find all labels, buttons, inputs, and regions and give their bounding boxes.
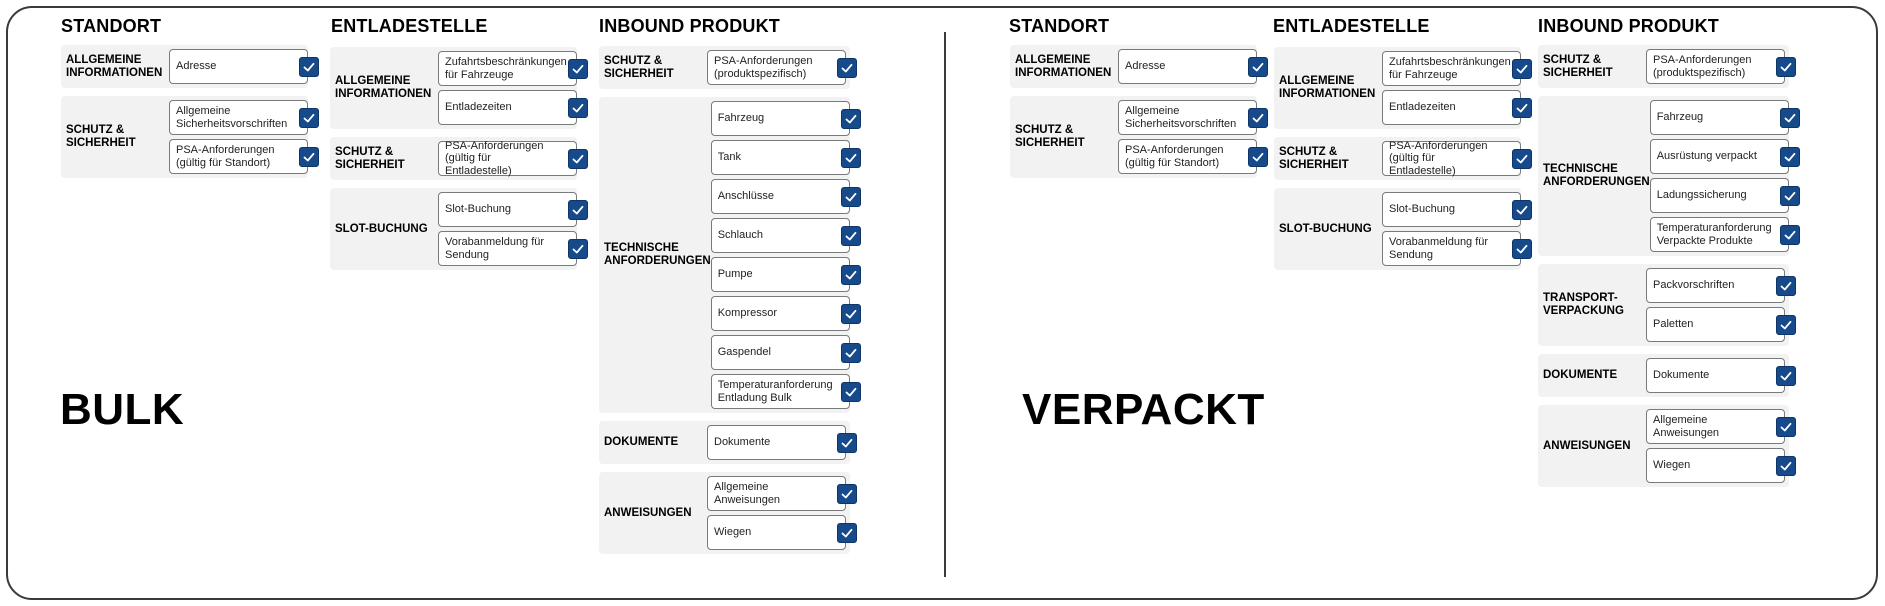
checkbox-checked-icon[interactable] (299, 108, 319, 128)
requirement-item[interactable] (1650, 178, 1789, 213)
checkbox-checked-icon[interactable] (1776, 417, 1796, 437)
requirement-item-label: Allgemeine Anweisungen (714, 481, 781, 506)
checkbox-checked-icon[interactable] (1248, 57, 1268, 77)
group-label: TECHNISCHE ANFORDERUNGEN (604, 242, 711, 267)
checkbox-checked-icon[interactable] (1248, 108, 1268, 128)
requirement-item-label: Zufahrtsbeschränkungen für Fahrzeuge (445, 56, 567, 81)
group-label: TECHNISCHE ANFORDERUNGEN (1543, 163, 1650, 188)
requirement-item[interactable] (1650, 217, 1789, 252)
checkbox-checked-icon[interactable] (1776, 456, 1796, 476)
group-items (1118, 49, 1257, 84)
group-label: SLOT-BUCHUNG (1279, 222, 1372, 235)
requirement-item-label: Pumpe (717, 268, 753, 281)
requirement-group (599, 421, 850, 464)
requirement-item-label: Allgemeine Sicherheitsvorschriften (1125, 105, 1237, 130)
requirement-item-label: Ausrüstung verpackt (1656, 150, 1757, 163)
checkbox-checked-icon[interactable] (1512, 239, 1532, 259)
verpackt-entladestelle-heading: ENTLADESTELLE (1273, 16, 1430, 36)
requirement-item-label: Gaspendel (717, 346, 771, 359)
checkbox-checked-icon[interactable] (1780, 186, 1800, 206)
checkbox-checked-icon[interactable] (841, 109, 861, 129)
checkbox-checked-icon[interactable] (1780, 225, 1800, 245)
group-label: DOKUMENTE (1543, 369, 1618, 381)
requirement-item-label: Tank (717, 151, 741, 164)
checkbox-checked-icon[interactable] (1248, 147, 1268, 167)
bulk-title: BULK (60, 385, 185, 434)
checkbox-checked-icon[interactable] (1780, 147, 1800, 167)
group-items (707, 476, 846, 550)
requirement-item[interactable] (438, 141, 577, 176)
group-label: ALLGEMEINE INFORMATIONEN (1279, 75, 1376, 100)
bulk-entladestelle-heading: ENTLADESTELLE (331, 16, 488, 36)
requirement-item[interactable] (1646, 448, 1785, 483)
checkbox-checked-icon[interactable] (837, 523, 857, 543)
requirement-item-label: PSA-Anforderungen (gültig für Standort) (176, 144, 275, 169)
checkbox-checked-icon[interactable] (837, 433, 857, 453)
requirement-item[interactable] (1118, 139, 1257, 174)
group-items (1646, 358, 1785, 393)
requirement-item-label: Adresse (176, 60, 217, 73)
requirement-group (599, 97, 850, 413)
requirement-item[interactable] (707, 50, 846, 85)
requirement-item-label: Anschlüsse (717, 190, 774, 203)
requirement-item[interactable] (1382, 141, 1521, 176)
requirement-item[interactable] (438, 192, 577, 227)
requirement-group (330, 188, 577, 270)
group-items (1646, 409, 1785, 483)
requirement-item-label: PSA-Anforderungen (gültig für Entladestelle) (1389, 139, 1488, 177)
requirement-item[interactable] (711, 218, 850, 253)
group-items (438, 51, 577, 125)
bulk-standort-heading: STANDORT (61, 16, 162, 36)
group-label: DOKUMENTE (604, 436, 679, 448)
group-items (1118, 100, 1257, 174)
requirement-group (1538, 264, 1789, 346)
requirement-item[interactable] (707, 515, 846, 550)
requirement-item[interactable] (1382, 51, 1521, 86)
requirement-item[interactable] (169, 49, 308, 84)
requirement-item-label: Kompressor (717, 307, 777, 320)
group-label: ANWEISUNGEN (604, 506, 692, 519)
requirement-item-label: Dokumente (714, 436, 771, 449)
checkbox-checked-icon[interactable] (1776, 315, 1796, 335)
checkbox-checked-icon[interactable] (1512, 200, 1532, 220)
requirement-group (1274, 47, 1521, 129)
requirement-group (1274, 137, 1521, 180)
checkbox-checked-icon[interactable] (1780, 108, 1800, 128)
checkbox-checked-icon[interactable] (1512, 59, 1532, 79)
requirement-item-label: Packvorschriften (1653, 279, 1735, 292)
group-items (1382, 141, 1521, 176)
group-items (438, 141, 577, 176)
checkbox-checked-icon[interactable] (841, 187, 861, 207)
requirement-group (1538, 96, 1789, 256)
checkbox-checked-icon[interactable] (1776, 276, 1796, 296)
group-items (1382, 51, 1521, 125)
requirement-group (61, 96, 308, 178)
requirement-item[interactable] (711, 179, 850, 214)
group-label: TRANSPORT-VERPACKUNG (1543, 292, 1624, 317)
checkbox-checked-icon[interactable] (299, 147, 319, 167)
group-items (169, 49, 308, 84)
requirement-group (1538, 45, 1789, 88)
group-items (169, 100, 308, 174)
checkbox-checked-icon[interactable] (837, 58, 857, 78)
requirement-item[interactable] (707, 425, 846, 460)
requirement-item[interactable] (1382, 231, 1521, 266)
requirement-item[interactable] (438, 90, 577, 125)
requirement-item[interactable] (169, 139, 308, 174)
verpackt-entladestelle-column (1274, 47, 1521, 270)
requirement-item[interactable] (1646, 409, 1785, 444)
checkbox-checked-icon[interactable] (1776, 57, 1796, 77)
checkbox-checked-icon[interactable] (841, 148, 861, 168)
requirement-item[interactable] (711, 296, 850, 331)
requirement-item[interactable] (711, 335, 850, 370)
requirement-item[interactable] (1646, 268, 1785, 303)
group-label: ALLGEMEINE INFORMATIONEN (335, 75, 432, 100)
verpackt-title: VERPACKT (1022, 385, 1265, 434)
requirement-item-label: Schlauch (717, 229, 763, 242)
group-items (707, 425, 846, 460)
group-label: SLOT-BUCHUNG (335, 222, 428, 235)
bulk-standort-column (61, 45, 308, 178)
requirement-item[interactable] (1118, 49, 1257, 84)
checkbox-checked-icon[interactable] (299, 57, 319, 77)
requirement-item-label: Allgemeine Anweisungen (1653, 414, 1720, 439)
group-label: SCHUTZ & SICHERHEIT (1279, 145, 1349, 171)
requirement-group (599, 46, 850, 89)
requirement-item[interactable] (1650, 100, 1789, 135)
requirement-item-label: PSA-Anforderungen (gültig für Entladestelle) (445, 139, 544, 177)
requirement-item-label: Entladezeiten (1389, 101, 1456, 114)
requirement-item-label: Zufahrtsbeschränkungen für Fahrzeuge (1389, 56, 1511, 81)
requirement-item-label: Wiegen (714, 526, 752, 539)
requirement-item-label: Vorabanmeldung für Sendung (445, 236, 545, 261)
group-label: SCHUTZ & SICHERHEIT (335, 145, 405, 171)
requirement-item[interactable] (711, 101, 850, 136)
checkbox-checked-icon[interactable] (841, 382, 861, 402)
group-label: SCHUTZ & SICHERHEIT (604, 54, 674, 80)
requirement-item-label: Fahrzeug (717, 112, 765, 125)
requirement-item-label: Temperaturanforderung Verpackte Produkte (1656, 222, 1772, 247)
group-label: ALLGEMEINE INFORMATIONEN (1015, 53, 1112, 79)
requirement-item[interactable] (707, 476, 846, 511)
checkbox-checked-icon[interactable] (841, 304, 861, 324)
checkbox-checked-icon[interactable] (837, 484, 857, 504)
group-items (1646, 49, 1785, 84)
requirement-item-label: Allgemeine Sicherheitsvorschriften (176, 105, 288, 130)
verpackt-standort-heading: STANDORT (1009, 16, 1110, 36)
requirement-item-label: Wiegen (1653, 459, 1691, 472)
group-label: SCHUTZ & SICHERHEIT (66, 124, 136, 149)
requirement-item-label: Fahrzeug (1656, 111, 1704, 124)
requirement-item-label: Temperaturanforderung Entladung Bulk (717, 379, 833, 404)
requirement-item-label: Slot-Buchung (1389, 203, 1456, 216)
checkbox-checked-icon[interactable] (568, 59, 588, 79)
group-items (711, 101, 850, 409)
group-items (707, 50, 846, 85)
requirement-item[interactable] (1382, 192, 1521, 227)
requirement-item[interactable] (1650, 139, 1789, 174)
checkbox-checked-icon[interactable] (1776, 366, 1796, 386)
requirement-item[interactable] (1646, 358, 1785, 393)
requirement-item[interactable] (711, 257, 850, 292)
requirement-item[interactable] (1646, 307, 1785, 342)
checkbox-checked-icon[interactable] (568, 98, 588, 118)
requirement-group (1538, 354, 1789, 397)
requirement-item[interactable] (169, 100, 308, 135)
requirement-item-label: Entladezeiten (445, 101, 512, 114)
requirement-group (1010, 45, 1257, 88)
requirement-item-label: Dokumente (1653, 369, 1710, 382)
group-items (1650, 100, 1789, 252)
requirement-group (1010, 96, 1257, 178)
requirement-group (330, 137, 577, 180)
bulk-entladestelle-column (330, 47, 577, 270)
requirement-item[interactable] (1646, 49, 1785, 84)
group-items (1646, 268, 1785, 342)
requirement-item-label: Paletten (1653, 318, 1694, 331)
requirement-group (1538, 405, 1789, 487)
section-divider (944, 32, 946, 577)
bulk-inbound-column (599, 46, 850, 554)
requirement-item-label: Adresse (1125, 60, 1166, 73)
checkbox-checked-icon[interactable] (1512, 149, 1532, 169)
group-label: ANWEISUNGEN (1543, 439, 1631, 452)
requirement-item[interactable] (711, 374, 850, 409)
requirement-item-label: Slot-Buchung (445, 203, 512, 216)
checkbox-checked-icon[interactable] (1512, 98, 1532, 118)
requirement-item[interactable] (438, 51, 577, 86)
requirement-item-label: PSA-Anforderungen (produktspezifisch) (1653, 54, 1752, 79)
requirement-group (61, 45, 308, 88)
verpackt-standort-column (1010, 45, 1257, 178)
group-label: ALLGEMEINE INFORMATIONEN (66, 53, 163, 79)
requirement-item[interactable] (438, 231, 577, 266)
requirement-item-label: Ladungssicherung (1656, 189, 1747, 202)
verpackt-inbound-heading: INBOUND PRODUKT (1538, 16, 1719, 36)
checkbox-checked-icon[interactable] (841, 265, 861, 285)
requirement-group (330, 47, 577, 129)
bulk-inbound-heading: INBOUND PRODUKT (599, 16, 780, 36)
requirement-group (1274, 188, 1521, 270)
requirement-item[interactable] (1382, 90, 1521, 125)
verpackt-inbound-column (1538, 45, 1789, 487)
requirement-group (599, 472, 850, 554)
requirement-item[interactable] (1118, 100, 1257, 135)
group-label: SCHUTZ & SICHERHEIT (1015, 124, 1085, 149)
group-label: SCHUTZ & SICHERHEIT (1543, 53, 1613, 79)
checkbox-checked-icon[interactable] (841, 343, 861, 363)
requirement-item-label: PSA-Anforderungen (produktspezifisch) (714, 55, 813, 80)
requirement-item[interactable] (711, 140, 850, 175)
checkbox-checked-icon[interactable] (568, 149, 588, 169)
requirement-item-label: Vorabanmeldung für Sendung (1389, 236, 1489, 261)
checkbox-checked-icon[interactable] (568, 200, 588, 220)
checkbox-checked-icon[interactable] (841, 226, 861, 246)
checkbox-checked-icon[interactable] (568, 239, 588, 259)
requirement-item-label: PSA-Anforderungen (gültig für Standort) (1125, 144, 1224, 169)
group-items (1382, 192, 1521, 266)
group-items (438, 192, 577, 266)
